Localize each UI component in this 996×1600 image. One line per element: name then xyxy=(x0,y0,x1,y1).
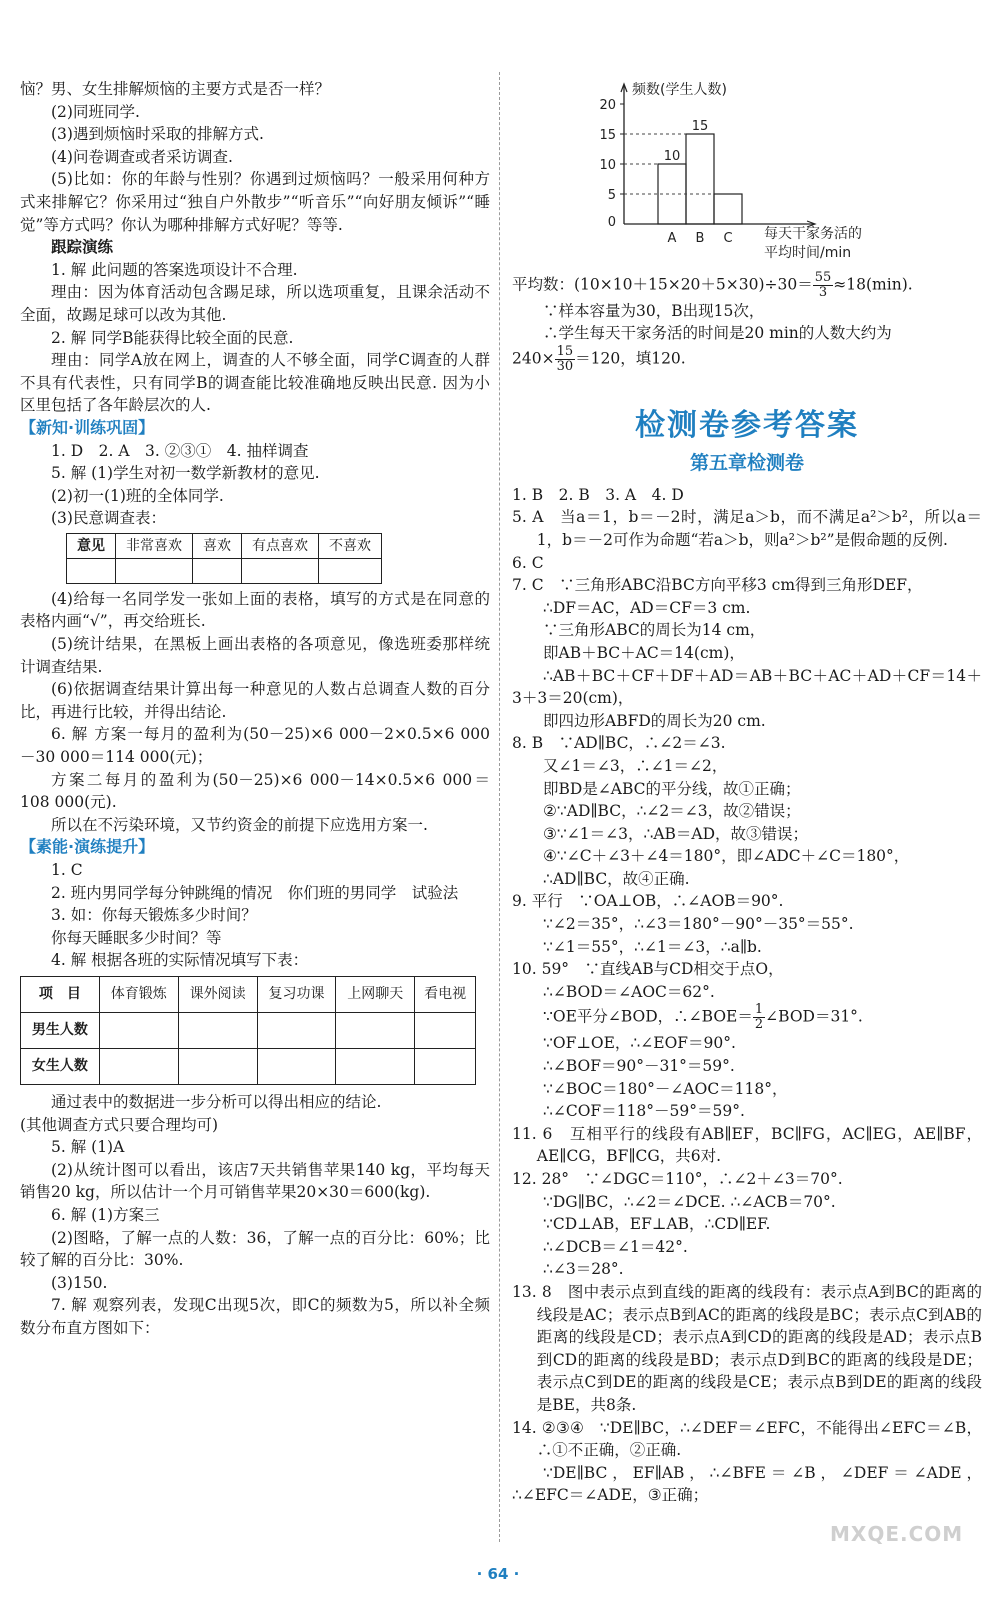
answer-line: ∴AD∥BC，故④正确. xyxy=(543,869,690,888)
activity-cell xyxy=(415,1012,476,1048)
activity-header: 课外阅读 xyxy=(178,976,257,1012)
calc-result: ＝120，填120. xyxy=(575,349,686,368)
intro-line: (3)遇到烦恼时采取的排解方式. xyxy=(51,125,264,144)
answer-line: 1. 解 此问题的答案选项设计不合理. xyxy=(51,260,298,279)
fraction-numerator: 15 xyxy=(556,343,574,359)
y-tick-label: 20 xyxy=(599,98,616,113)
answer-line: ∴∠3＝28°. xyxy=(543,1260,624,1279)
row-label: 女生人数 xyxy=(21,1048,100,1084)
answer-line: ∴学生每天干家务活的时间是20 min的人数大约为 xyxy=(543,324,892,343)
fraction-numerator: 1 xyxy=(754,1002,764,1018)
answer-line: 理由：因为体育活动包含踢足球，所以选项重复，且课余活动不全面，故踢足球可以改为其他. xyxy=(20,283,490,324)
average-line xyxy=(512,271,982,300)
answer-line xyxy=(512,1003,982,1032)
watermark: MXQE.COM xyxy=(830,1522,964,1546)
y-tick-label: 0 xyxy=(607,215,616,230)
answer-line: ∵CD⊥AB，EF⊥AB，∴CD∥EF. xyxy=(543,1215,771,1234)
answer-line: 14. ②③④ ∵DE∥BC，∴∠DEF＝∠EFC，不能得出∠EFC＝∠B，∴①不正确，②正确. xyxy=(512,1418,982,1460)
answer-line: ∵DG∥BC，∴∠2＝∠DCE. ∴∠ACB＝70°. xyxy=(543,1192,836,1211)
fraction xyxy=(813,271,834,300)
answer-line: ∵∠1＝55°，∴∠1＝∠3，∴a∥b. xyxy=(543,937,762,956)
answer-line: ②∵AD∥BC，∴∠2＝∠3，故②错误； xyxy=(543,802,801,821)
activity-cell xyxy=(415,1048,476,1084)
answer-line: 又∠1＝∠3，∴∠1＝∠2， xyxy=(543,756,728,775)
x-tick-label: A xyxy=(667,231,677,246)
answer-line: 13. 8 图中表示点到直线的距离的线段有：表示点A到BC的距离的线段是AC；表示点B到AC的距离的线段是BC；表示点C到AB的距离的线段是CD；表示点A到CD的距离的线段是AD；表示点B到CD的距离的线段是BD；表示点D到BC的距离的线段是DE；表示点C到DE的距离的线段是CE；表示点B到DE的距离的线段是BE，共8条. xyxy=(512,1282,982,1414)
answer-line: ∴∠COF＝118°－59°＝59°. xyxy=(543,1102,745,1121)
y-tick-label: 15 xyxy=(599,128,616,143)
survey-cell xyxy=(319,558,382,583)
left-column xyxy=(20,78,490,1340)
y-tick-label: 10 xyxy=(599,158,616,173)
activity-cell xyxy=(257,1012,336,1048)
q10-result: ∠BOD＝31°. xyxy=(765,1007,863,1026)
activity-header: 体育锻炼 xyxy=(99,976,178,1012)
y-axis-label: 频数(学生人数) xyxy=(632,82,727,98)
track-heading: 跟踪演练 xyxy=(51,237,114,257)
survey-header: 意见 xyxy=(67,533,116,558)
answer-line: (2)从统计图可以看出，该店7天共销售苹果140 kg，平均每天销售20 kg，所以估计一个月可销售苹果20×30＝600(kg). xyxy=(20,1160,490,1202)
answer-line: 即AB＋BC＋AC＝14(cm)， xyxy=(543,643,745,662)
survey-header: 不喜欢 xyxy=(319,533,382,558)
intro-line: (4)问卷调查或者采访调查. xyxy=(51,147,233,166)
section-heading-ability: 【素能·演练提升】 xyxy=(20,837,155,857)
average-text: 平均数：(10×10＋15×20＋5×30)÷30＝ xyxy=(512,275,813,294)
answer-line: 5. 解 (1)A xyxy=(51,1138,125,1157)
answer-line: ∴∠DCB＝∠1＝42°. xyxy=(543,1237,688,1256)
answer-line: 你每天睡眠多少时间？等 xyxy=(51,928,222,947)
answer-list xyxy=(512,1032,982,1506)
x-tick-label: B xyxy=(695,231,705,246)
answer-line: ∵∠2＝35°，∴∠3＝180°－90°－35°＝55°. xyxy=(543,915,854,934)
answer-line: ∵OF⊥OE，∴∠EOF＝90°. xyxy=(543,1034,736,1053)
histogram-bar xyxy=(686,134,714,224)
fraction xyxy=(753,1003,765,1032)
activity-cell xyxy=(178,1048,257,1084)
page-number: · 64 · xyxy=(476,1565,520,1583)
fraction-numerator: 55 xyxy=(814,269,832,285)
frequency-histogram xyxy=(512,72,982,260)
answer-line: 2. 解 同学B能获得比较全面的民意. xyxy=(51,328,294,347)
activity-cell xyxy=(99,1048,178,1084)
answer-line: (其他调查方式只要合理均可) xyxy=(20,1115,219,1134)
activity-header: 上网聊天 xyxy=(336,976,415,1012)
survey-table xyxy=(66,533,382,584)
answer-line: (2)初一(1)班的全体同学. xyxy=(51,486,224,505)
answer-line: (4)给每一名同学发一张如上面的表格，填写的方式是在同意的表格内画“√”，再交给班长. xyxy=(20,589,490,631)
answer-list xyxy=(512,484,982,1004)
answer-line: ∵DE∥BC，EF∥AB，∴∠BFE＝∠B，∠DEF＝∠ADE，∴∠EFC＝∠ADE，③正确； xyxy=(512,1463,982,1505)
answer-line: 12. 28° ∵∠DGC＝110°，∴∠2＋∠3＝70°. xyxy=(512,1170,843,1188)
survey-cell xyxy=(116,558,193,583)
answer-line: 6. 解 (1)方案三 xyxy=(51,1205,160,1224)
answer-line: 1. C xyxy=(51,861,83,879)
intro-line: 恼？男、女生排解烦恼的主要方式是否一样？ xyxy=(20,80,331,98)
answer-line: 11. 6 互相平行的线段有AB∥EF，BC∥FG，AC∥EG，AE∥BF，AE∥CG，BF∥CG，共6对. xyxy=(512,1124,982,1166)
answer-line: ∴∠BOF＝90°－31°＝59°. xyxy=(543,1057,735,1076)
activity-table xyxy=(20,976,476,1085)
activity-header: 复习功课 xyxy=(257,976,336,1012)
activity-cell xyxy=(257,1048,336,1084)
activity-header: 看电视 xyxy=(415,976,476,1012)
data-label: 15 xyxy=(691,119,709,134)
answer-line: 8. B ∵AD∥BC，∴∠2＝∠3. xyxy=(512,734,726,753)
y-tick-label: 5 xyxy=(607,188,616,203)
answer-line: ∴AB＋BC＋CF＋DF＋AD＝AB＋BC＋AC＋AD＋CF＝14＋3＋3＝20(cm)， xyxy=(512,666,982,708)
answer-line: 7. C ∵三角形ABC沿BC方向平移3 cm得到三角形DEF， xyxy=(512,576,923,595)
answer-line: 6. 解 方案一每月的盈利为(50－25)×6 000－2×0.5×6 000－30 000＝114 000(元)； xyxy=(20,725,490,767)
calc-text: 240× xyxy=(512,349,555,368)
survey-header: 非常喜欢 xyxy=(116,533,193,558)
data-label: 10 xyxy=(663,149,681,164)
answer-line: ∵样本容量为30，B出现15次， xyxy=(543,301,765,320)
activity-cell xyxy=(336,1048,415,1084)
average-result: ≈18(min). xyxy=(833,275,913,294)
answer-line: (5)统计结果，在黑板上画出表格的各项意见，像选班委那样统计调查结果. xyxy=(20,635,490,676)
answer-line: ④∵∠C＋∠3＋∠4＝180°，即∠ADC＋∠C＝180°， xyxy=(543,847,910,866)
answer-line: ③∵∠1＝∠3，∴AB＝AD，故③错误； xyxy=(543,824,809,843)
answer-line: 1. D 2. A 3. ②③① 4. 抽样调查 xyxy=(51,441,309,460)
answer-line: 即BD是∠ABC的平分线，故①正确； xyxy=(543,779,801,798)
column-divider xyxy=(499,72,500,1542)
right-column xyxy=(512,72,982,1507)
answer-line: 3. 如：你每天锻炼多少时间？ xyxy=(51,906,257,925)
x-axis-label-line2: 平均时间/min xyxy=(764,245,852,260)
answers-title: 检测卷参考答案 xyxy=(635,407,859,443)
answer-line: 10. 59° ∵直线AB与CD相交于点O， xyxy=(512,960,784,979)
chapter-title: 第五章检测卷 xyxy=(689,451,804,474)
x-axis-label: 每天干家务活的 xyxy=(764,226,862,242)
activity-cell xyxy=(99,1012,178,1048)
answer-line xyxy=(512,345,982,374)
fraction xyxy=(555,345,576,374)
answer-line: 4. 解 根据各班的实际情况填写下表： xyxy=(51,951,309,970)
activity-cell xyxy=(178,1012,257,1048)
x-tick-label: C xyxy=(723,231,733,246)
survey-header: 喜欢 xyxy=(193,533,242,558)
answer-line: 所以在不污染环境，又节约资金的前提下应选用方案一. xyxy=(51,815,428,834)
section-heading-new-knowledge: 【新知·训练巩固】 xyxy=(20,417,155,437)
answer-line: (3)民意调查表： xyxy=(51,509,166,528)
intro-line: (5)比如：你的年龄与性别？你遇到过烦恼吗？一般采用何种方式来排解它？你采用过“独自户外散步”“听音乐”“向好朋友倾诉”“睡觉”等方式吗？你认为哪种排解方式好呢？等等. xyxy=(20,170,490,234)
fraction-denominator: 2 xyxy=(754,1017,764,1033)
answer-line: (3)150. xyxy=(51,1273,108,1292)
answer-line: (2)图略，了解一点的人数：36，了解一点的百分比：60%；比较了解的百分比：30%. xyxy=(20,1228,490,1270)
activity-cell xyxy=(336,1012,415,1048)
answer-line: 1. B 2. B 3. A 4. D xyxy=(512,485,684,504)
answer-line: 理由：同学A放在网上，调查的人不够全面，同学C调查的人群不具有代表性，只有同学B的调查能比较准确地反映出民意. 因为小区里包括了各年龄层次的人. xyxy=(20,351,490,415)
survey-cell xyxy=(242,558,319,583)
answer-line: ∵∠BOC＝180°－∠AOC＝118°， xyxy=(543,1079,788,1098)
survey-header: 有点喜欢 xyxy=(242,533,319,558)
row-label: 男生人数 xyxy=(21,1012,100,1048)
intro-line: (2)同班同学. xyxy=(51,102,140,121)
answer-line: ∴DF＝AC，AD＝CF＝3 cm. xyxy=(543,598,751,617)
answer-line: 7. 解 观察列表，发现C出现5次，即C的频数为5，所以补全频数分布直方图如下： xyxy=(20,1296,490,1337)
answer-line: (6)依据调查结果计算出每一种意见的人数占总调查人数的百分比，再进行比较，并得出结论. xyxy=(20,680,490,721)
survey-cell xyxy=(67,558,116,583)
answer-line: ∵三角形ABC的周长为14 cm， xyxy=(543,621,766,640)
answer-line: 5. 解 (1)学生对初一数学新教材的意见. xyxy=(51,464,320,483)
answer-line: 5. A 当a＝1，b＝－2时，满足a＞b，而不满足a²＞b²，所以a＝1，b＝－2可作为命题“若a＞b，则a²＞b²”是假命题的反例. xyxy=(512,508,982,549)
answer-line: 通过表中的数据进一步分析可以得出相应的结论. xyxy=(51,1092,382,1111)
answer-line: ∴∠BOD＝∠AOC＝62°. xyxy=(543,982,715,1001)
activity-header: 项 目 xyxy=(21,976,100,1012)
answer-line: 即四边形ABFD的周长为20 cm. xyxy=(543,711,766,730)
q10-text: ∵OE平分∠BOD，∴∠BOE＝ xyxy=(543,1007,753,1026)
answer-line: 9. 平行 ∵OA⊥OB，∴∠AOB＝90°. xyxy=(512,892,784,911)
fraction-denominator: 3 xyxy=(818,284,828,300)
fraction-denominator: 30 xyxy=(556,358,574,374)
survey-cell xyxy=(193,558,242,583)
answer-line: 方案二每月的盈利为(50－25)×6 000－14×0.5×6 000＝108 000(元). xyxy=(20,770,490,812)
histogram-bar xyxy=(714,194,742,224)
answer-line: 6. C xyxy=(512,553,544,572)
answer-line: 2. 班内男同学每分钟跳绳的情况 你们班的男同学 试验法 xyxy=(51,883,459,902)
